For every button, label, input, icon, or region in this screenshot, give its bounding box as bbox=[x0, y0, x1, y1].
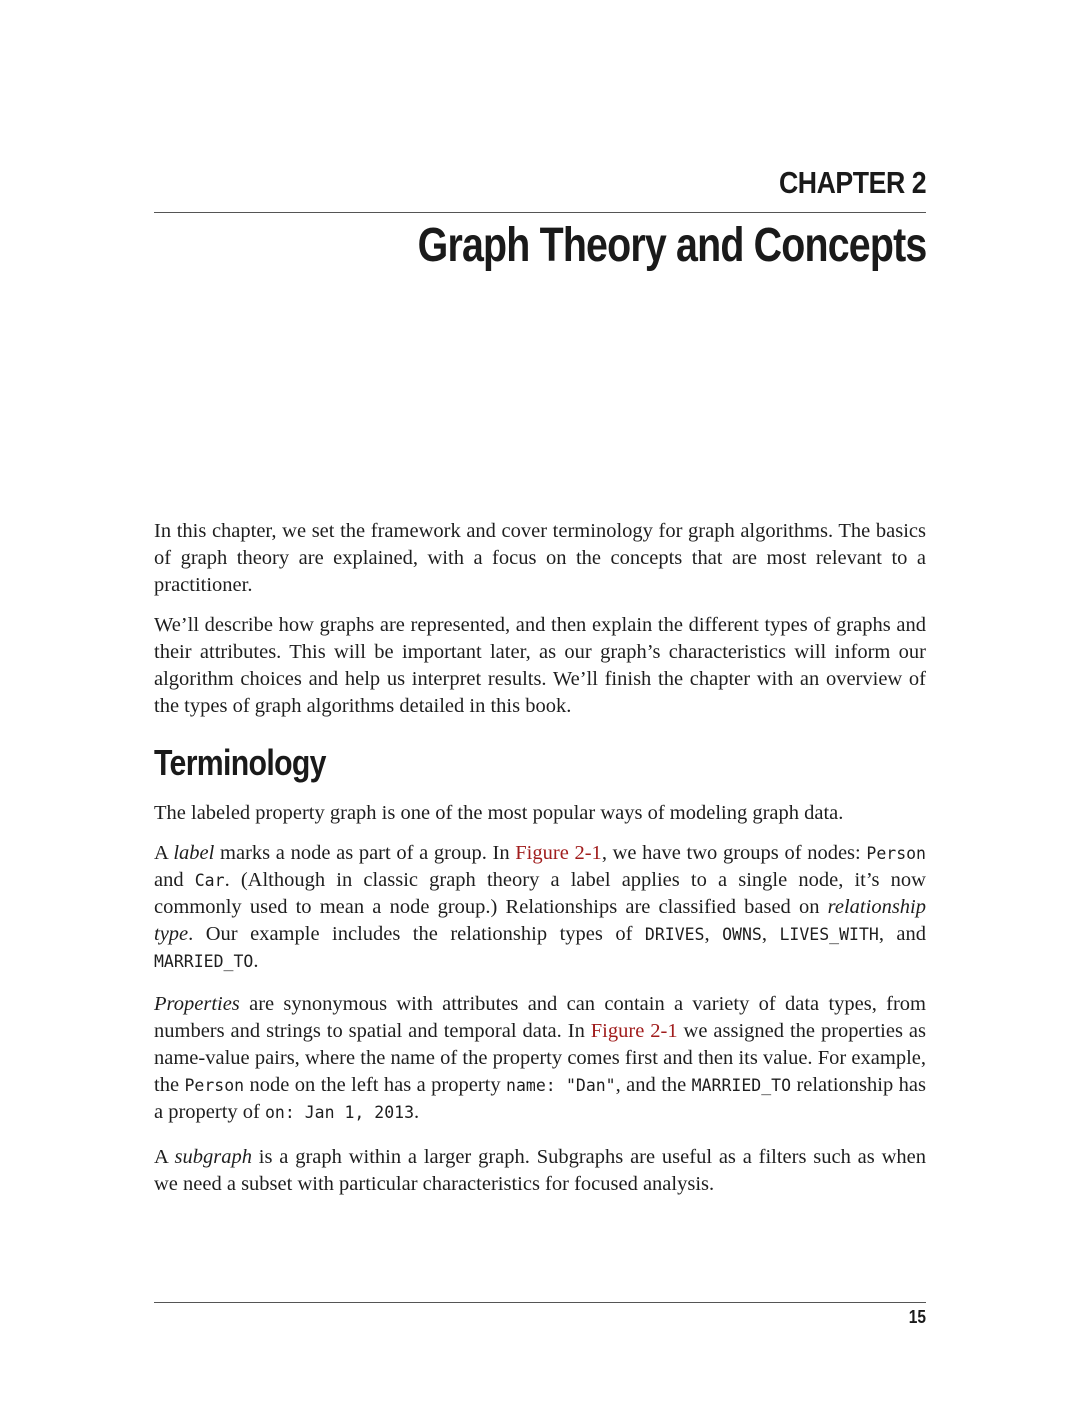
code-person: Person bbox=[866, 844, 926, 863]
terminology-paragraph-4: A subgraph is a graph within a larger graph. Subgraphs are useful as a filters such as when we need a subset with particular characteristics for focused analysis. bbox=[154, 1146, 926, 1195]
terminology-paragraph-2: A label marks a node as part of a group. In Figure 2-1, we have two groups of nodes: Person and Car. (Although in classic graph theory a label applies to a single node, it’s now commonly used to mean a node group.) Relationships are classified based on relationship type. Our example includes the relationship types of DRIVES, OWNS, LIVES_WITH, and MARRIED_TO. bbox=[154, 842, 927, 972]
intro-paragraph-2: We’ll describe how graphs are represented, and then explain the different types of graphs and their attributes. This will be important later, as our graph’s characteristics will inform our algorithm choices and help us interpret results. We’ll finish the chapter with an overview of the types of graph algorithms detailed in this book. bbox=[154, 614, 926, 717]
chapter-rule bbox=[154, 212, 926, 213]
code-person: Person bbox=[184, 1076, 245, 1095]
code-married-to: MARRIED_TO bbox=[154, 952, 254, 971]
page-number: 15 bbox=[908, 1307, 926, 1327]
code-owns: OWNS bbox=[722, 925, 762, 944]
chapter-title: Graph Theory and Concepts bbox=[417, 219, 926, 272]
relationship-type-term: relationship type bbox=[154, 896, 926, 945]
chapter-label: CHAPTER 2 bbox=[778, 165, 926, 200]
code-married-to: MARRIED_TO bbox=[691, 1076, 792, 1095]
properties-term: Properties bbox=[154, 993, 240, 1015]
section-heading-terminology: Terminology bbox=[154, 742, 326, 783]
subgraph-term: subgraph bbox=[174, 1146, 252, 1168]
code-car: Car bbox=[194, 871, 225, 890]
footer-rule bbox=[154, 1302, 926, 1303]
intro-paragraph-1: In this chapter, we set the framework and cover terminology for graph algorithms. The basics of graph theory are explained, with a focus on the concepts that are most relevant to a practitioner. bbox=[154, 520, 926, 596]
figure-2-1-link[interactable]: Figure 2-1 bbox=[590, 1020, 678, 1042]
label-term: label bbox=[173, 842, 215, 864]
figure-2-1-link[interactable]: Figure 2-1 bbox=[515, 842, 602, 864]
terminology-paragraph-1: The labeled property graph is one of the most popular ways of modeling graph data. bbox=[154, 802, 844, 824]
code-lives-with: LIVES_WITH bbox=[779, 925, 879, 944]
code-name-property: name: "Dan" bbox=[506, 1076, 616, 1095]
code-drives: DRIVES bbox=[644, 925, 705, 944]
terminology-paragraph-3: Properties are synonymous with attributes and can contain a variety of data types, from numbers and strings to spatial and temporal data. In Figure 2-1 we assigned the properties as name-value pairs, where the name of the property comes first and then its value. For example, the Person node on the left has a property name: "Dan", and the MARRIED_TO relationship has a property of on: Jan 1, 2013. bbox=[154, 993, 926, 1123]
book-page bbox=[154, 0, 926, 1418]
code-on-property: on: Jan 1, 2013 bbox=[265, 1103, 415, 1122]
